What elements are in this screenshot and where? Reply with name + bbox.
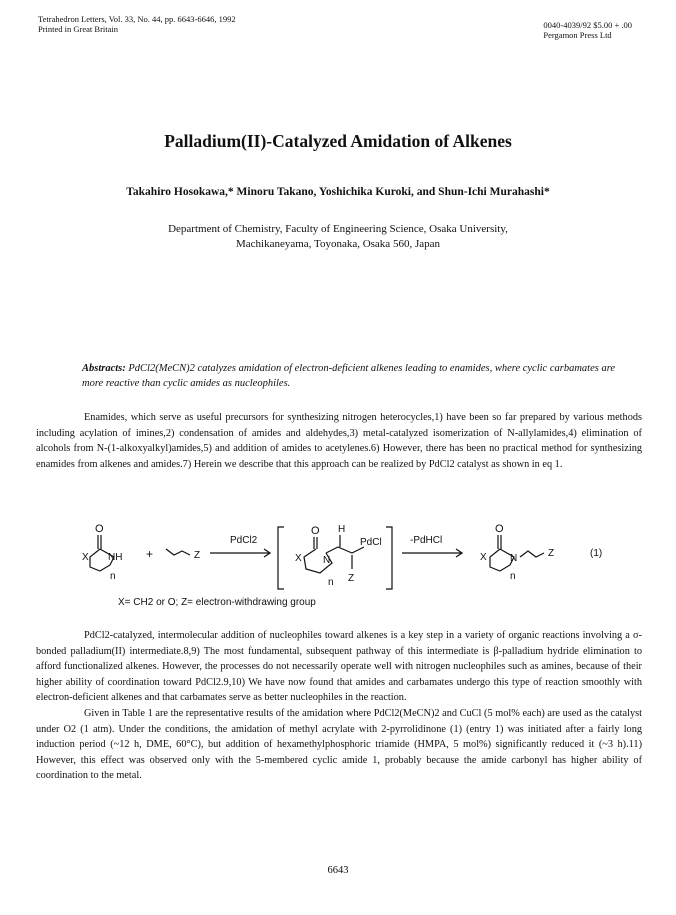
- plus-sign: +: [146, 547, 154, 561]
- reagent-label: PdCl2: [230, 535, 258, 546]
- equation-label: (1): [590, 548, 603, 559]
- page-number: 6643: [327, 865, 349, 876]
- price-code: 0040-4039/92 $5.00 + .00: [543, 20, 632, 30]
- author-list: Takahiro Hosokawa,* Minoru Takano, Yoshichika Kuroki, and Shun-Ichi Murahashi*: [126, 186, 550, 198]
- affiliation-line-1: Department of Chemistry, Faculty of Engineering Science, Osaka University,: [168, 223, 508, 235]
- printed-in: Printed in Great Britain: [38, 24, 119, 34]
- alkene-structure: [166, 549, 190, 555]
- paragraph-2: PdCl2-catalyzed, intermolecular addition of nucleophiles toward alkenes is a key step in a variety of organic reactions involving a σ-bonded palladium(II) intermediate.8,9) The most fundamental, subsequent pathway of this intermediate is β-palladium hydride elimination to afford functionalized alkenes. However, the processes do not necessarily operate well with nitrogen nucleophiles such as amines, because of their higher ability of coordination toward PdCl2.9,10) We have now found that amides and carbamates undergo this type of reaction smoothly with electron-deficient alkenes and that carbamates serve as better nucleophiles in the reaction.: [36, 630, 642, 704]
- affiliation-line-2: Machikaneyama, Toyonaka, Osaka 560, Japan: [236, 238, 440, 250]
- svg-text:n: n: [110, 571, 116, 582]
- svg-text:Z: Z: [194, 550, 201, 561]
- publisher: Pergamon Press Ltd: [543, 30, 612, 40]
- price-header: [543, 20, 632, 40]
- abstract: [82, 361, 622, 391]
- affiliation: [0, 222, 676, 252]
- svg-text:PdCl: PdCl: [360, 537, 382, 548]
- svg-text:X: X: [480, 552, 487, 563]
- svg-text:NH: NH: [108, 552, 123, 563]
- journal-citation: Tetrahedron Letters, Vol. 33, No. 44, pp. 6643-6646, 1992: [38, 14, 236, 24]
- svg-text:O: O: [95, 523, 104, 535]
- body-paragraphs: [36, 628, 642, 784]
- svg-text:X: X: [295, 553, 302, 564]
- journal-header: [38, 14, 236, 34]
- svg-text:N: N: [510, 553, 518, 564]
- svg-text:X: X: [82, 552, 89, 563]
- svg-text:Z: Z: [548, 548, 555, 559]
- byproduct-label: -PdHCl: [410, 535, 443, 546]
- scheme-legend: X= CH2 or O; Z= electron-withdrawing group: [118, 597, 316, 608]
- svg-text:n: n: [328, 577, 334, 588]
- svg-text:O: O: [311, 525, 320, 537]
- paragraph-3: Given in Table 1 are the representative results of the amidation where PdCl2(MeCN)2 and CuCl (5 mol% each) are used as the catalyst under O2 (1 atm). Under the conditions, the amidation of methyl acrylate with 2-pyrrolidinone (1) (entry 1) was initiated after a fairly long induction period (~12 h, DME, 60°C), but addition of hexamethylphosphoric triamide (HMPA, 5 mol%) significantly reduced it (~3 h).11) However, this effect was observed only with the 5-membered cyclic amide 1, probably because the amide carbonyl has higher ability of coordination to the metal.: [36, 707, 642, 782]
- intro-paragraph: [36, 410, 642, 472]
- abstract-label: Abstracts:: [82, 363, 126, 374]
- paper-title: Palladium(II)-Catalyzed Amidation of Alkenes: [164, 131, 512, 151]
- abstract-text: PdCl2(MeCN)2 catalyzes amidation of electron-deficient alkenes leading to enamides, where cyclic carbamates are more reactive than cyclic amides as nucleophiles.: [82, 363, 616, 389]
- paragraph-1: Enamides, which serve as useful precursors for synthesizing nitrogen heterocycles,1) have been so far prepared by various methods including acylation of imines,2) condensation of amides and aldehydes,3) metal-catalyzed isomerization of N-allylamides,4) elimination of alcohols from N-(1-alkoxyalkyl)amides,5) and addition of amides to acetylenes.6) However, there has been no practical method for synthesizing enamides from alkenes and amides.7) Herein we describe that this approach can be realized by PdCl2 catalyst as shown in eq 1.: [36, 412, 642, 470]
- svg-text:O: O: [495, 523, 504, 535]
- svg-text:H: H: [338, 524, 346, 535]
- svg-text:N: N: [323, 555, 331, 566]
- svg-text:n: n: [510, 571, 516, 582]
- svg-text:Z: Z: [348, 573, 355, 584]
